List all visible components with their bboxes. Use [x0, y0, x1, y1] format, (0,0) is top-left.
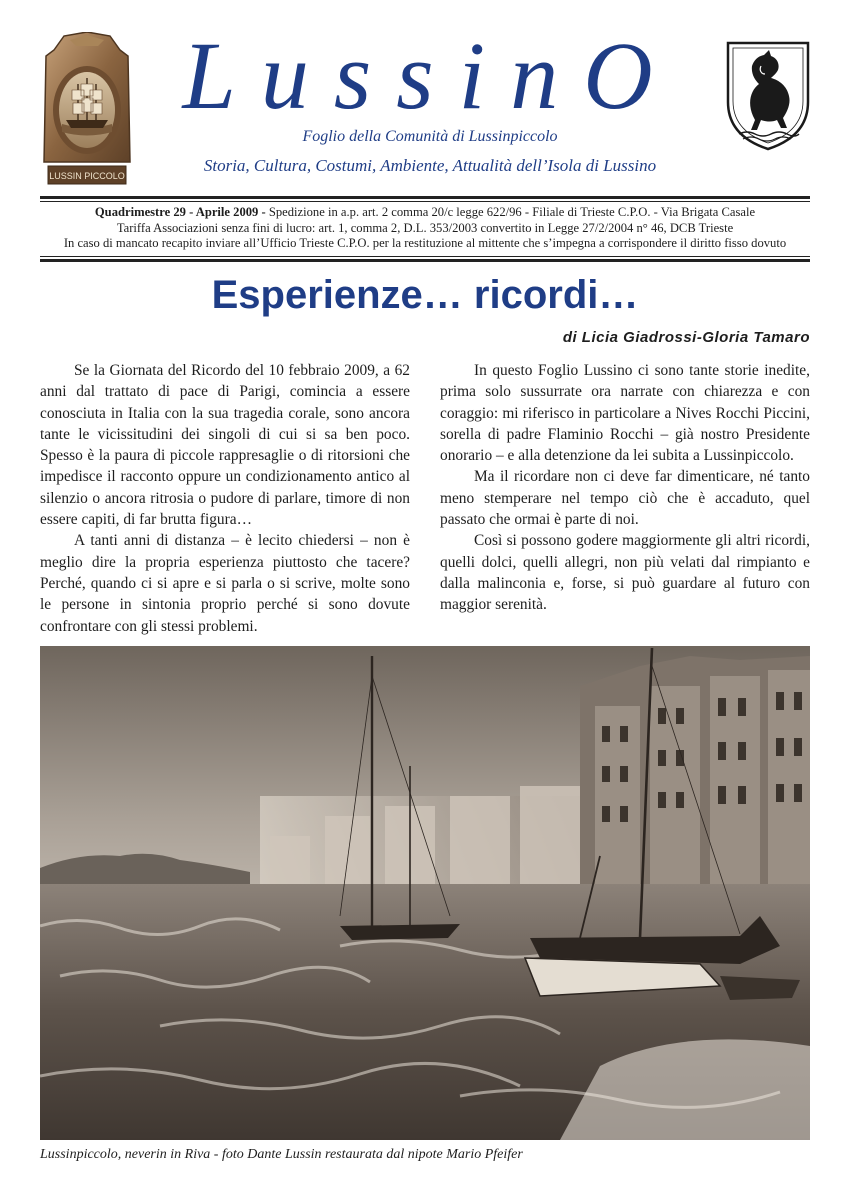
publication-info-line2: Tariffa Associazioni senza fini di lucro: art. 1, comma 2, D.L. 353/2003 convertito in Legge 27/2/2004 n° 46, DCB Trieste — [116, 220, 734, 235]
article-column-right — [440, 360, 810, 616]
article-headline: Esperienze… ricordi… — [211, 273, 639, 317]
header-rule-thin — [40, 201, 810, 202]
masthead — [0, 0, 850, 200]
publication-info-line1 — [40, 205, 810, 221]
issue-label: Quadrimestre 29 - Aprile 2009 - — [94, 205, 266, 219]
header-rule — [40, 196, 810, 199]
article-byline: di Licia Giadrossi-Gloria Tamaro — [562, 329, 810, 346]
paragraph: In questo Foglio Lussino ci sono tante storie inedite, prima solo sussurrate ora narrate con chiarezza e con coraggio: mi riferisco in particolare a Nives Rocchi Piccini, sorella di padre Flaminio Rocchi – già nostro Presidente onorario – e alla detenzione da lei subita a Lussinpiccolo. — [440, 362, 810, 465]
masthead-tagline: Storia, Cultura, Costumi, Ambiente, Attualità dell’Isola di Lussino — [203, 156, 657, 175]
harbor-photo — [40, 646, 810, 1140]
paragraph: Così si possono godere maggiormente gli altri ricordi, quelli dolci, quelli allegri, non più velati dal rimpianto e dalla malinconia e, forse, si può guardare al futuro con maggior serenità. — [440, 532, 810, 614]
lussinpiccolo-coat-of-arms-icon — [40, 32, 134, 187]
paragraph: Ma il ricordare non ci deve far dimenticare, né tanto meno stemperare nel tempo ciò che è accaduto, quel passato che ormai è parte di noi. — [440, 468, 810, 529]
publication-info — [40, 205, 810, 252]
publication-info-line3: In caso di mancato recapito inviare all’Ufficio Trieste C.P.O. per la restituzione al mittente che s’impegna a corrispondere il diritto fisso dovuto — [63, 236, 787, 250]
masthead-title: LussinO — [182, 22, 678, 129]
masthead-subtitle: Foglio della Comunità di Lussinpiccolo — [302, 128, 558, 145]
emblem-label: LUSSIN PICCOLO — [49, 171, 125, 181]
postal-info: Spedizione in a.p. art. 2 comma 20/c legge 622/96 - Filiale di Trieste C.P.O. - Via Brigata Casale — [265, 205, 756, 219]
header-rule-bottom — [40, 259, 810, 262]
header-rule-thin-bottom — [40, 256, 810, 257]
paragraph: A tanti anni di distanza – è lecito chiedersi – non è meglio dire la propria esperienza piuttosto che tacere? Perché, quando ci si apre e si parla o si scrive, molte sono le persone in sintonia proprio perché si sono dovute confrontare con gli stessi problemi. — [40, 532, 410, 635]
paragraph: Se la Giornata del Ricordo del 10 febbraio 2009, a 62 anni dal trattato di pace di Parigi, comincia a essere conosciuta in Italia con la sua tragedia corale, sono ancora tante le vicissitudini dei singoli di cui si sa ben poco. Spesso è la paura di piccole rappresaglie o di ritorsioni che impedisce il racconto oppure un condizionamento antico al silenzio o ancora ritrosia o pudore di parlare, timore di non essere capiti, di far brutta figura… — [40, 362, 410, 529]
horse-shield-icon — [725, 40, 811, 152]
photo-caption: Lussinpiccolo, neverin in Riva - foto Dante Lussin restaurata dal nipote Mario Pfeifer — [40, 1147, 523, 1162]
article-column-left — [40, 360, 410, 637]
